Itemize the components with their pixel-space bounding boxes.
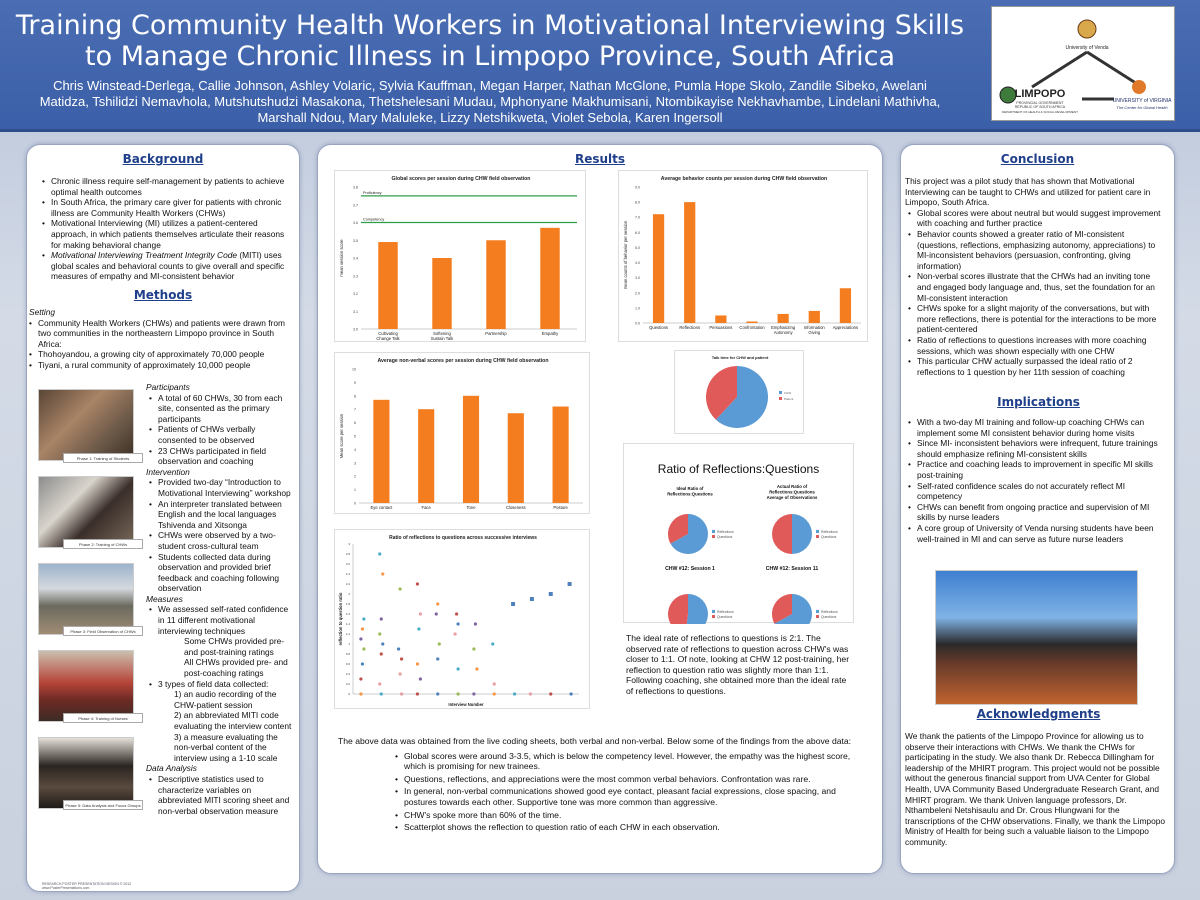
scatter-point [568, 582, 572, 586]
legend-label: Reflections [717, 530, 734, 534]
legend-label: Questions [821, 535, 837, 539]
venda-crest-icon [1078, 20, 1096, 38]
legend-label: Questions [821, 615, 837, 619]
scatter-point [378, 682, 381, 685]
field-sub-item: 2) an abbreviated MITI code evaluating the interview content [174, 710, 292, 731]
x-tick-label: Persuasions [709, 325, 733, 330]
y-tick-label: 3.2 [353, 292, 358, 296]
scatter-point [436, 602, 439, 605]
scatter-point [362, 647, 365, 650]
pie-title: Average of Observations [766, 495, 818, 500]
scatter-point [436, 657, 439, 660]
finding-item: • Questions, reflections, and appreciations were the most common verbal behaviors. Confrontation was rare. [404, 774, 868, 785]
ratio-pie-slice [685, 594, 708, 624]
y-tick-label: 3.0 [635, 276, 640, 281]
background-item [51, 250, 291, 282]
scatter-point [472, 692, 475, 695]
measures-sub [158, 636, 296, 678]
legend-label: Reflections [821, 530, 838, 534]
chart-title: Global scores per session during CHW field observation [391, 176, 531, 182]
bar [684, 202, 695, 323]
logo-graphic [992, 7, 1176, 122]
scatter-point [456, 692, 459, 695]
scatter-point [493, 682, 496, 685]
scatter-point [436, 692, 439, 695]
scatter-point [569, 692, 572, 695]
reference-label: Proficiency [363, 190, 382, 195]
implications-item: • CHWs can benefit from ongoing practice and supervision of MI skills by nurse leaders [917, 502, 1167, 523]
y-tick-label: 7 [354, 407, 356, 412]
y-tick-label: 0.4 [345, 672, 350, 676]
conclusion-item: • This particular CHW actually surpassed the ideal ratio of 2 reflections to 1 question by her 11th session of coaching [917, 356, 1164, 377]
participants-label: Participants [146, 382, 190, 392]
uva-logo-text: UNIVERSITY of VIRGINIA [1112, 98, 1172, 104]
scatter-point [530, 597, 534, 601]
background-heading: Background [122, 152, 204, 166]
scatter-point [400, 657, 403, 660]
title-line-2: to Manage Chronic Illness in Limpopo Province, South Africa [85, 41, 895, 72]
scatter-point [380, 692, 383, 695]
measures-label: Measures [146, 593, 183, 604]
chart-title: Talk time for CHW and patient [711, 355, 769, 360]
phase-1-caption: Phase 1: Training of Students [63, 453, 143, 463]
x-axis-label: Interview Number [448, 702, 484, 707]
results-findings [338, 736, 868, 833]
legend-label: Patient [784, 397, 794, 401]
scatter-point [378, 632, 381, 635]
analysis-label: Data Analysis [146, 763, 197, 774]
scatter-point [453, 632, 456, 635]
y-tick-label: 8 [354, 394, 356, 399]
participants-item: • Patients of CHWs verbally consented to be observed [158, 424, 296, 445]
ratio-box [623, 443, 854, 623]
x-tick-label: Posture [553, 505, 568, 510]
pie-title: Ideal Ratio of [676, 486, 704, 491]
bar [508, 413, 524, 503]
nonverbal-scores-chart [334, 352, 590, 514]
pie-title: CHW #12: Session 11 [765, 566, 819, 572]
y-axis-label: mean session score [339, 239, 344, 277]
scatter-point [549, 692, 552, 695]
y-tick-label: 3.1 [353, 309, 358, 314]
implications-item: • A core group of University of Venda nursing students have been well-trained in MI and can serve as future nurse leaders [917, 523, 1167, 544]
y-tick-label: 1.2 [345, 632, 350, 636]
y-tick-label: 4 [354, 447, 356, 452]
finding-item: • CHW's spoke more than 60% of the time. [404, 810, 868, 821]
poster-header [0, 0, 1200, 132]
x-tick-label: Emphasizing [771, 325, 796, 330]
analysis-item: • Descriptive statistics used to characterize variables on abbreviated MITI scoring sheet and non-verbal observation measure [158, 774, 296, 816]
phase-1-photo [38, 389, 134, 461]
scatter-point [378, 552, 381, 555]
template-footer: RESEARCH POSTER PRESENTATION DESIGN © 2012 www.PosterPresentations.com [42, 882, 132, 890]
results-intro: The above data was obtained from the live coding sheets, both verbal and non-verbal. Below some of the findings from the above data: [338, 736, 852, 746]
scatter-point [359, 637, 362, 640]
scatter-point [381, 642, 384, 645]
participants-item: • A total of 60 CHWs, 30 from each site, consented as the primary participants [158, 393, 296, 425]
x-tick-label: Face [421, 505, 431, 510]
conclusion-body [905, 176, 1164, 377]
intervention-item: • CHWs were observed by a two-student cross-cultural team [158, 530, 296, 551]
scatter-point [511, 602, 515, 606]
ratio-pie-slice [668, 594, 688, 624]
ratio-explanation: The ideal rate of reflections to questions is 2:1. The observed rate of reflections to question across CHW's was closer to 1:1. Of note, looking at CHW 12 post-training, her reflection to question ratio was slightly more than 1:1. Following coaching, she obtained more than the ideal rate of reflections to questions. [626, 633, 850, 696]
y-tick-label: 6 [354, 421, 356, 426]
implications-list [905, 417, 1167, 544]
measures-sub-item: All CHWs provided pre- and post-coaching ratings [184, 657, 288, 679]
y-tick-label: 9.0 [635, 185, 640, 190]
intervention-label: Intervention [146, 466, 190, 477]
y-axis-label: reflection to question ratio [338, 592, 343, 646]
y-tick-label: 9 [354, 380, 356, 385]
y-tick-label: 2 [354, 474, 356, 479]
legend-swatch [816, 535, 819, 538]
y-tick-label: 0.6 [345, 662, 350, 666]
legend-swatch [816, 610, 819, 613]
conclusion-heading: Conclusion [1000, 152, 1075, 166]
intervention-item: • Provided two-day “Introduction to Motivational Interviewing” workshop [158, 477, 296, 498]
x-tick-label: Sustain Talk [430, 336, 454, 342]
partner-logos [991, 6, 1175, 121]
limpopo-sub3: DEPARTMENT OF HEALTH & SOCIAL DEVELOPMENT [1002, 110, 1078, 114]
findings-list [392, 751, 868, 833]
x-tick-label: Questions [649, 325, 669, 330]
y-tick-label: 3 [354, 461, 356, 466]
phase-4-caption: Phase 4: Training of Nurses [63, 713, 143, 723]
x-tick-label: Information [803, 325, 825, 330]
conclusion-item: • Global scores were about neutral but would suggest improvement with coaching and further practice [917, 208, 1164, 229]
scatter-point [361, 662, 364, 665]
bar [486, 240, 505, 329]
miti-name: Motivational Interviewing Treatment Integrity Code [51, 250, 238, 261]
conclusion-intro: This project was a pilot study that has shown that Motivational Interviewing can be taught to CHWs and utilized for patient care in Limpopo, South Africa. [905, 176, 1151, 208]
y-tick-label: 0 [354, 501, 356, 506]
phase-4-photo [38, 650, 134, 722]
legend-label: Reflections [717, 610, 734, 614]
intervention-item: • Students collected data during observation and provided brief feedback and coaching following observation [158, 552, 296, 594]
legend-swatch [816, 615, 819, 618]
finding-item: • Global scores were around 3-3.5, which is below the competency level. However, the empathy was the highest score, which is promising for new trainees. [404, 751, 868, 772]
x-tick-label: Cultivating [378, 331, 398, 336]
bar [653, 214, 664, 323]
bar [746, 321, 757, 323]
y-tick-label: 6.0 [635, 230, 640, 235]
y-tick-label: 3.8 [353, 185, 358, 190]
conclusion-item: • Ratio of reflections to questions increases with more coaching sessions, which was shown especially with one CHW [917, 335, 1164, 356]
nonverbal-scores-svg [335, 353, 591, 515]
scatter-point [398, 587, 401, 590]
y-tick-label: 1 [348, 642, 350, 646]
global-scores-chart [334, 170, 586, 342]
scatter-point [549, 592, 553, 596]
scatter-point [359, 692, 362, 695]
implications-item: • Practice and coaching leads to improvement in specific MI skills post-training [917, 459, 1167, 480]
x-tick-label: Appreciations [832, 325, 859, 330]
implications-heading: Implications [997, 395, 1080, 409]
ratio-pies-svg [624, 474, 855, 624]
limpopo-sub2: REPUBLIC OF SOUTH AFRICA [1014, 105, 1066, 109]
y-tick-label: 8.0 [635, 200, 640, 205]
scatter-point [397, 647, 400, 650]
y-tick-label: 1 [354, 488, 356, 493]
scatter-point [435, 612, 438, 615]
x-tick-label: Giving [808, 330, 821, 336]
measures-item [158, 604, 296, 678]
bar [378, 242, 397, 329]
legend-swatch [712, 610, 715, 613]
y-tick-label: 4.0 [635, 261, 640, 266]
legend-label: Questions [717, 615, 733, 619]
pie-title: Reflections:Questions [667, 491, 713, 497]
x-tick-label: Autonomy [773, 330, 793, 336]
field-intro: 3 types of field data collected: [158, 678, 269, 689]
reference-label: Competency [363, 217, 385, 222]
uva-logo-sub: The Center for Global Health [1116, 105, 1168, 110]
finding-item: • In general, non-verbal communications showed good eye contact, pleasant facial expressions, close spacing, and postures towards each other. Supportive tone was more common than aggressive. [404, 786, 868, 807]
y-tick-label: 2.6 [345, 562, 350, 566]
bar [840, 288, 851, 323]
scatter-point [438, 642, 441, 645]
x-tick-label: Closeness [506, 505, 526, 510]
left-column-panel [26, 144, 300, 892]
conclusion-list [905, 208, 1164, 378]
y-tick-label: 2.8 [345, 552, 350, 556]
legend-label: Questions [717, 535, 733, 539]
background-item: • In South Africa, the primary care giver for patients with chronic illness are Community Health Workers (CHWs) [51, 197, 291, 218]
chart-title: Average non-verbal scores per session during CHW field observation [377, 358, 549, 364]
talk-time-chart [674, 350, 804, 434]
legend-swatch [712, 530, 715, 533]
legend-label: CHW [784, 391, 792, 395]
right-column-panel [900, 144, 1175, 874]
pie-title: Actual Ratio of [776, 484, 808, 489]
results-heading: Results [574, 152, 626, 166]
phase-3-caption: Phase 3: Field Observation of CHWs [63, 626, 143, 636]
bar [463, 396, 479, 503]
limpopo-sub1: PROVINCIAL GOVERNMENT [1016, 101, 1064, 105]
legend-swatch [779, 397, 782, 400]
bar [809, 311, 820, 323]
x-tick-label: Softening [433, 331, 451, 336]
bar [553, 407, 569, 503]
acknowledgments-heading: Acknowledgments [976, 707, 1101, 721]
scatter-point [381, 572, 384, 575]
setting-label: Setting [29, 306, 56, 317]
scatter-point [475, 667, 478, 670]
y-tick-label: 1.8 [345, 602, 350, 606]
y-tick-label: 0.0 [635, 321, 640, 326]
legend-swatch [816, 530, 819, 533]
ratio-pie-slice [792, 514, 812, 554]
measures-intro: We assessed self-rated confidence in 11 different motivational interviewing techniques [158, 604, 289, 636]
y-tick-label: 2.2 [345, 582, 350, 586]
x-tick-label: Reflections [679, 325, 701, 330]
y-tick-label: 0.8 [345, 652, 350, 656]
methods-heading: Methods [133, 287, 193, 302]
behavior-counts-chart [618, 170, 868, 342]
scatter-point [359, 677, 362, 680]
methods-detail [146, 382, 296, 816]
scatter-point [400, 692, 403, 695]
phase-3-photo [38, 563, 134, 635]
measures-sub-item: Some CHWs provided pre- and post-training ratings [184, 636, 285, 657]
x-tick-label: Tone [466, 505, 476, 510]
scatter-point [513, 692, 516, 695]
legend-label: Reflections [821, 610, 838, 614]
implications-item: • Since MI- inconsistent behaviors were infrequent, future trainings should emphasize refining MI-consistent skills [917, 438, 1167, 459]
talk-time-svg [675, 351, 805, 435]
y-tick-label: 10 [352, 367, 356, 372]
scatter-point [493, 692, 496, 695]
field-sub [158, 689, 296, 763]
conclusion-item: • Non-verbal scores illustrate that the CHWs had an inviting tone and engaged body language and, thus, set the foundation for an MI-consistent interaction [917, 271, 1164, 303]
field-item [158, 679, 296, 764]
chart-title: Ratio of reflections to questions across successive interviews [389, 535, 537, 541]
scatter-point [456, 622, 459, 625]
participants-item: • 23 CHWs participated in field observation and coaching [158, 446, 296, 467]
phase-2-caption: Phase 2: Training of CHWs [63, 539, 143, 549]
pie-title: CHW #12: Session 1 [665, 566, 715, 572]
y-tick-label: 5.0 [635, 245, 640, 250]
chart-title: Average behavior counts per session during CHW field observation [660, 176, 828, 182]
y-tick-label: 2 [348, 592, 350, 596]
y-tick-label: 3.4 [353, 256, 358, 261]
participants-list [146, 393, 296, 467]
ratio-box-title: Ratio of Reflections:Questions [657, 462, 820, 476]
background-list [39, 176, 291, 282]
y-tick-label: 3.3 [353, 274, 358, 279]
finding-item: • Scatterplot shows the reflection to question ratio of each CHW in each observation. [404, 822, 868, 833]
ratio-pie-slice [772, 514, 792, 554]
scatter-point [416, 692, 419, 695]
implications-item: • Self-rated confidence scales do not accurately reflect MI competency [917, 481, 1167, 502]
setting-section [29, 307, 293, 371]
phase-5-photo [38, 737, 134, 809]
y-axis-label: mean counts of behavior per session [623, 220, 628, 290]
intervention-list [146, 477, 296, 594]
setting-list [29, 318, 293, 371]
y-tick-label: 3 [348, 542, 350, 546]
x-tick-label: Confrontation [739, 325, 765, 330]
global-scores-svg [335, 171, 587, 343]
scatter-point [416, 662, 419, 665]
bar [778, 314, 789, 323]
legend-swatch [779, 391, 782, 394]
conclusion-item: • CHWs spoke for a slight majority of the conversations, but with more reflections, there is potential for the interactions to be more patient-centered [917, 303, 1164, 335]
scatter-point [419, 612, 422, 615]
y-axis-label: Mean score per session [339, 413, 344, 459]
scatter-point [529, 692, 532, 695]
legend-swatch [712, 615, 715, 618]
group-photo [935, 570, 1138, 705]
legend-swatch [712, 535, 715, 538]
setting-item: • Tiyani, a rural community of approximately 10,000 people [38, 360, 293, 371]
y-tick-label: 1.0 [635, 306, 640, 311]
scatter-point [361, 627, 364, 630]
x-tick-label: Empathy [541, 331, 559, 336]
scatter-point [472, 647, 475, 650]
bar [715, 315, 726, 323]
y-tick-label: 3.0 [353, 327, 358, 332]
implications-item: • With a two-day MI training and follow-up coaching CHWs can implement some MI consistent behavior during home visits [917, 417, 1167, 438]
scatter-point [362, 617, 365, 620]
y-tick-label: 2.0 [635, 291, 640, 296]
scatter-point [491, 642, 494, 645]
y-tick-label: 1.4 [345, 622, 350, 626]
limpopo-logo-text: LIMPOPO [1014, 88, 1066, 100]
analysis-list [146, 774, 296, 816]
bar [418, 409, 434, 503]
author-list: Chris Winstead-Derlega, Callie Johnson, Ashley Volaric, Sylvia Kauffman, Megan Harper, Nathan McGlone, Pumla Hope Skolo, Zandile Sibeko, Awelani Matidza, Tshilidzi Nemavhola, Mutshutshudzi Masakona, Thetshelesani Mudau, Mphonyane Makhumisani, Ntombikayise Nekhavhambe, Lindelani Mathivha, Marshall Ndou, Mary Maluleke, Lizzy Netshikweta, Violet Sebola, Karen Ingersoll [39, 78, 941, 125]
y-tick-label: 3.5 [353, 238, 358, 243]
scatter-point [419, 677, 422, 680]
y-tick-label: 0 [348, 692, 350, 696]
scatter-point [380, 617, 383, 620]
ratio-scatter-chart [334, 529, 590, 709]
y-tick-label: 7.0 [635, 215, 640, 220]
bar [540, 228, 559, 329]
x-tick-label: Partnership [485, 331, 507, 336]
scatter-point [456, 667, 459, 670]
scatter-point [380, 652, 383, 655]
phase-2-photo [38, 476, 134, 548]
scatter-point [455, 612, 458, 615]
title-line-1: Training Community Health Workers in Motivational Interviewing Skills [15, 10, 965, 41]
x-tick-label: Eye contact [370, 505, 393, 510]
limpopo-crest-icon [1000, 87, 1016, 103]
y-tick-label: 2.4 [345, 572, 350, 576]
y-tick-label: 3.7 [353, 203, 358, 208]
bar [432, 258, 451, 329]
bar [373, 400, 389, 503]
uva-rotunda-icon [1132, 80, 1146, 94]
acknowledgments-text: We thank the patients of the Limpopo Province for allowing us to observe their interactions with CHWs. We thank the CHWs for participating in the study. We also thank Dr. Rebecca Dillingham for leadership of the MHIRT program. This project would not be possible without the generous financial support from UVA Center for Global Health, UVA Community Based Undergraduate Research Grant, and MHIRT program. We thank Univen language professors, Dr. Nthambeleni Netshisaulu and Dr. Crous Hlungwani for the transcriptions of the CHW observations. Finally, we thank the Limpopo Ministry of Health for being such a valuable liaison to the Limpopo community. [905, 731, 1166, 847]
scatter-point [398, 672, 401, 675]
miti-desc: (MITI) uses global scales and behavioral counts to give overall and specific measures of empathy and MI-consistent behavior [51, 250, 285, 282]
ratio-scatter-svg [335, 530, 591, 710]
venda-logo-text: University of Venda [1065, 45, 1109, 51]
y-tick-label: 1.6 [345, 612, 350, 616]
scatter-point [416, 582, 419, 585]
conclusion-item: • Behavior counts showed a greater ratio of MI-consistent (questions, reflections, emphasizing autonomy, appreciations) to MI-inconsistent behaviors (persuasion, confronting, giving information) [917, 229, 1164, 271]
scatter-point [417, 627, 420, 630]
y-tick-label: 3.6 [353, 221, 358, 225]
behavior-counts-svg [619, 171, 869, 343]
measures-list [146, 604, 296, 763]
intervention-item: • An interpreter translated between English and the local languages Tshivenda and Xitsonga [158, 499, 296, 531]
x-tick-label: Change Talk [376, 336, 400, 342]
background-item: • Motivational Interviewing (MI) utilizes a patient-centered approach, in which patients themselves articulate their reasons for making behavioral change [51, 218, 291, 250]
phase-5-caption: Phase 5: Data Analysis and Focus Groups [63, 800, 143, 810]
field-sub-item: 3) a measure evaluating the non-verbal content of the interview using a 1-10 scale [174, 731, 278, 763]
poster-title [10, 10, 970, 72]
y-tick-label: 5 [354, 434, 356, 439]
background-item: • Chronic illness require self-management by patients to achieve optimal health outcomes [51, 176, 291, 197]
setting-item: • Thohoyandou, a growing city of approximately 70,000 people [38, 349, 293, 360]
scatter-point [474, 622, 477, 625]
y-tick-label: 0.2 [345, 682, 350, 686]
field-sub-item: 1) an audio recording of the CHW-patient session [174, 689, 277, 710]
setting-item: • Community Health Workers (CHWs) and patients were drawn from two communities in the northeastern Limpopo province in South Africa: [38, 318, 293, 350]
pie-title: Reflections:Questions [769, 489, 815, 495]
